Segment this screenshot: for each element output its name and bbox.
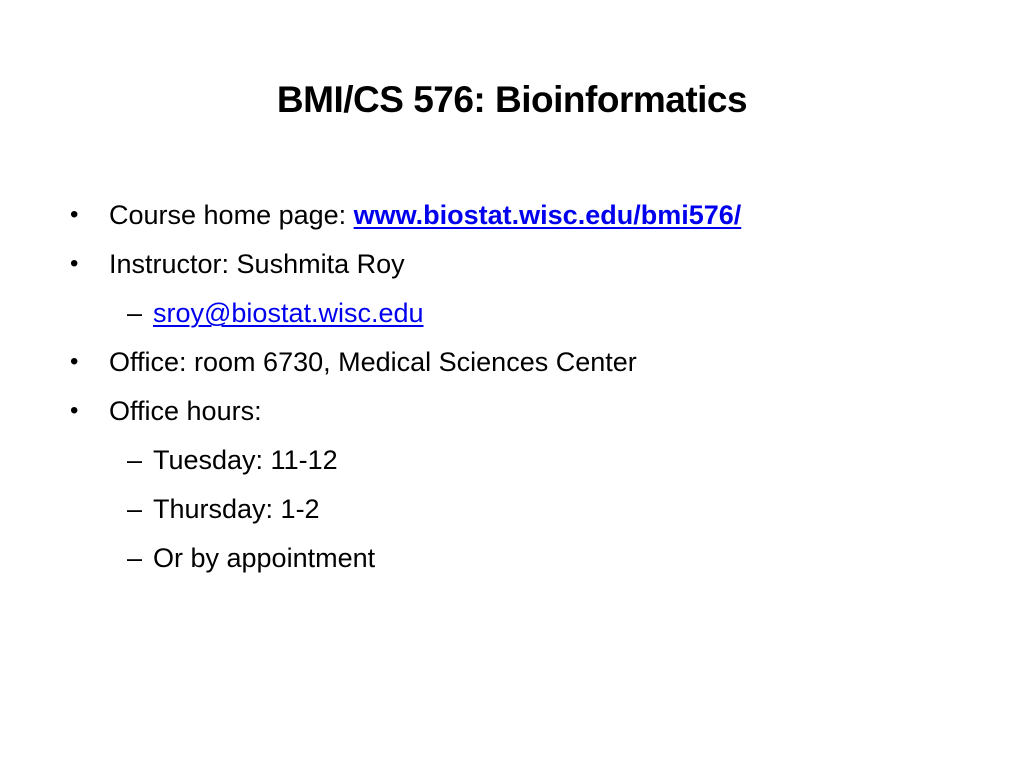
list-item-text — [109, 193, 741, 237]
bullet-icon: • — [70, 250, 79, 277]
bullet-list — [70, 193, 970, 585]
office-text: Office: room 6730, Medical Sciences Center — [109, 347, 637, 377]
list-item-text — [153, 291, 424, 335]
appointment-text: Or by appointment — [153, 543, 376, 573]
list-item-office-hours — [70, 389, 970, 438]
instructor-email-link[interactable]: sroy@biostat.wisc.edu — [153, 298, 424, 328]
list-item-instructor-email — [70, 291, 970, 340]
bullet-icon: • — [70, 397, 79, 424]
course-home-page-link[interactable]: www.biostat.wisc.edu/bmi576/ — [353, 200, 742, 230]
dash-icon: – — [127, 298, 143, 328]
list-item-tuesday — [70, 438, 970, 487]
list-item-office — [70, 340, 970, 389]
tuesday-hours-text: Tuesday: 11-12 — [153, 445, 338, 475]
list-item-appointment — [70, 536, 970, 585]
thursday-hours-text: Thursday: 1-2 — [153, 494, 320, 524]
list-item-course-home-page — [70, 193, 970, 242]
instructor-text: Instructor: Sushmita Roy — [109, 249, 405, 279]
dash-icon: – — [127, 445, 143, 475]
bullet-icon: • — [70, 201, 79, 228]
slide-title: BMI/CS 576: Bioinformatics — [276, 79, 748, 120]
list-item-thursday — [70, 487, 970, 536]
course-home-page-label: Course home page: — [109, 200, 354, 230]
dash-icon: – — [127, 494, 143, 524]
bullet-icon: • — [70, 348, 79, 375]
list-item-instructor — [70, 242, 970, 291]
dash-icon: – — [127, 543, 143, 573]
office-hours-text: Office hours: — [109, 396, 262, 426]
